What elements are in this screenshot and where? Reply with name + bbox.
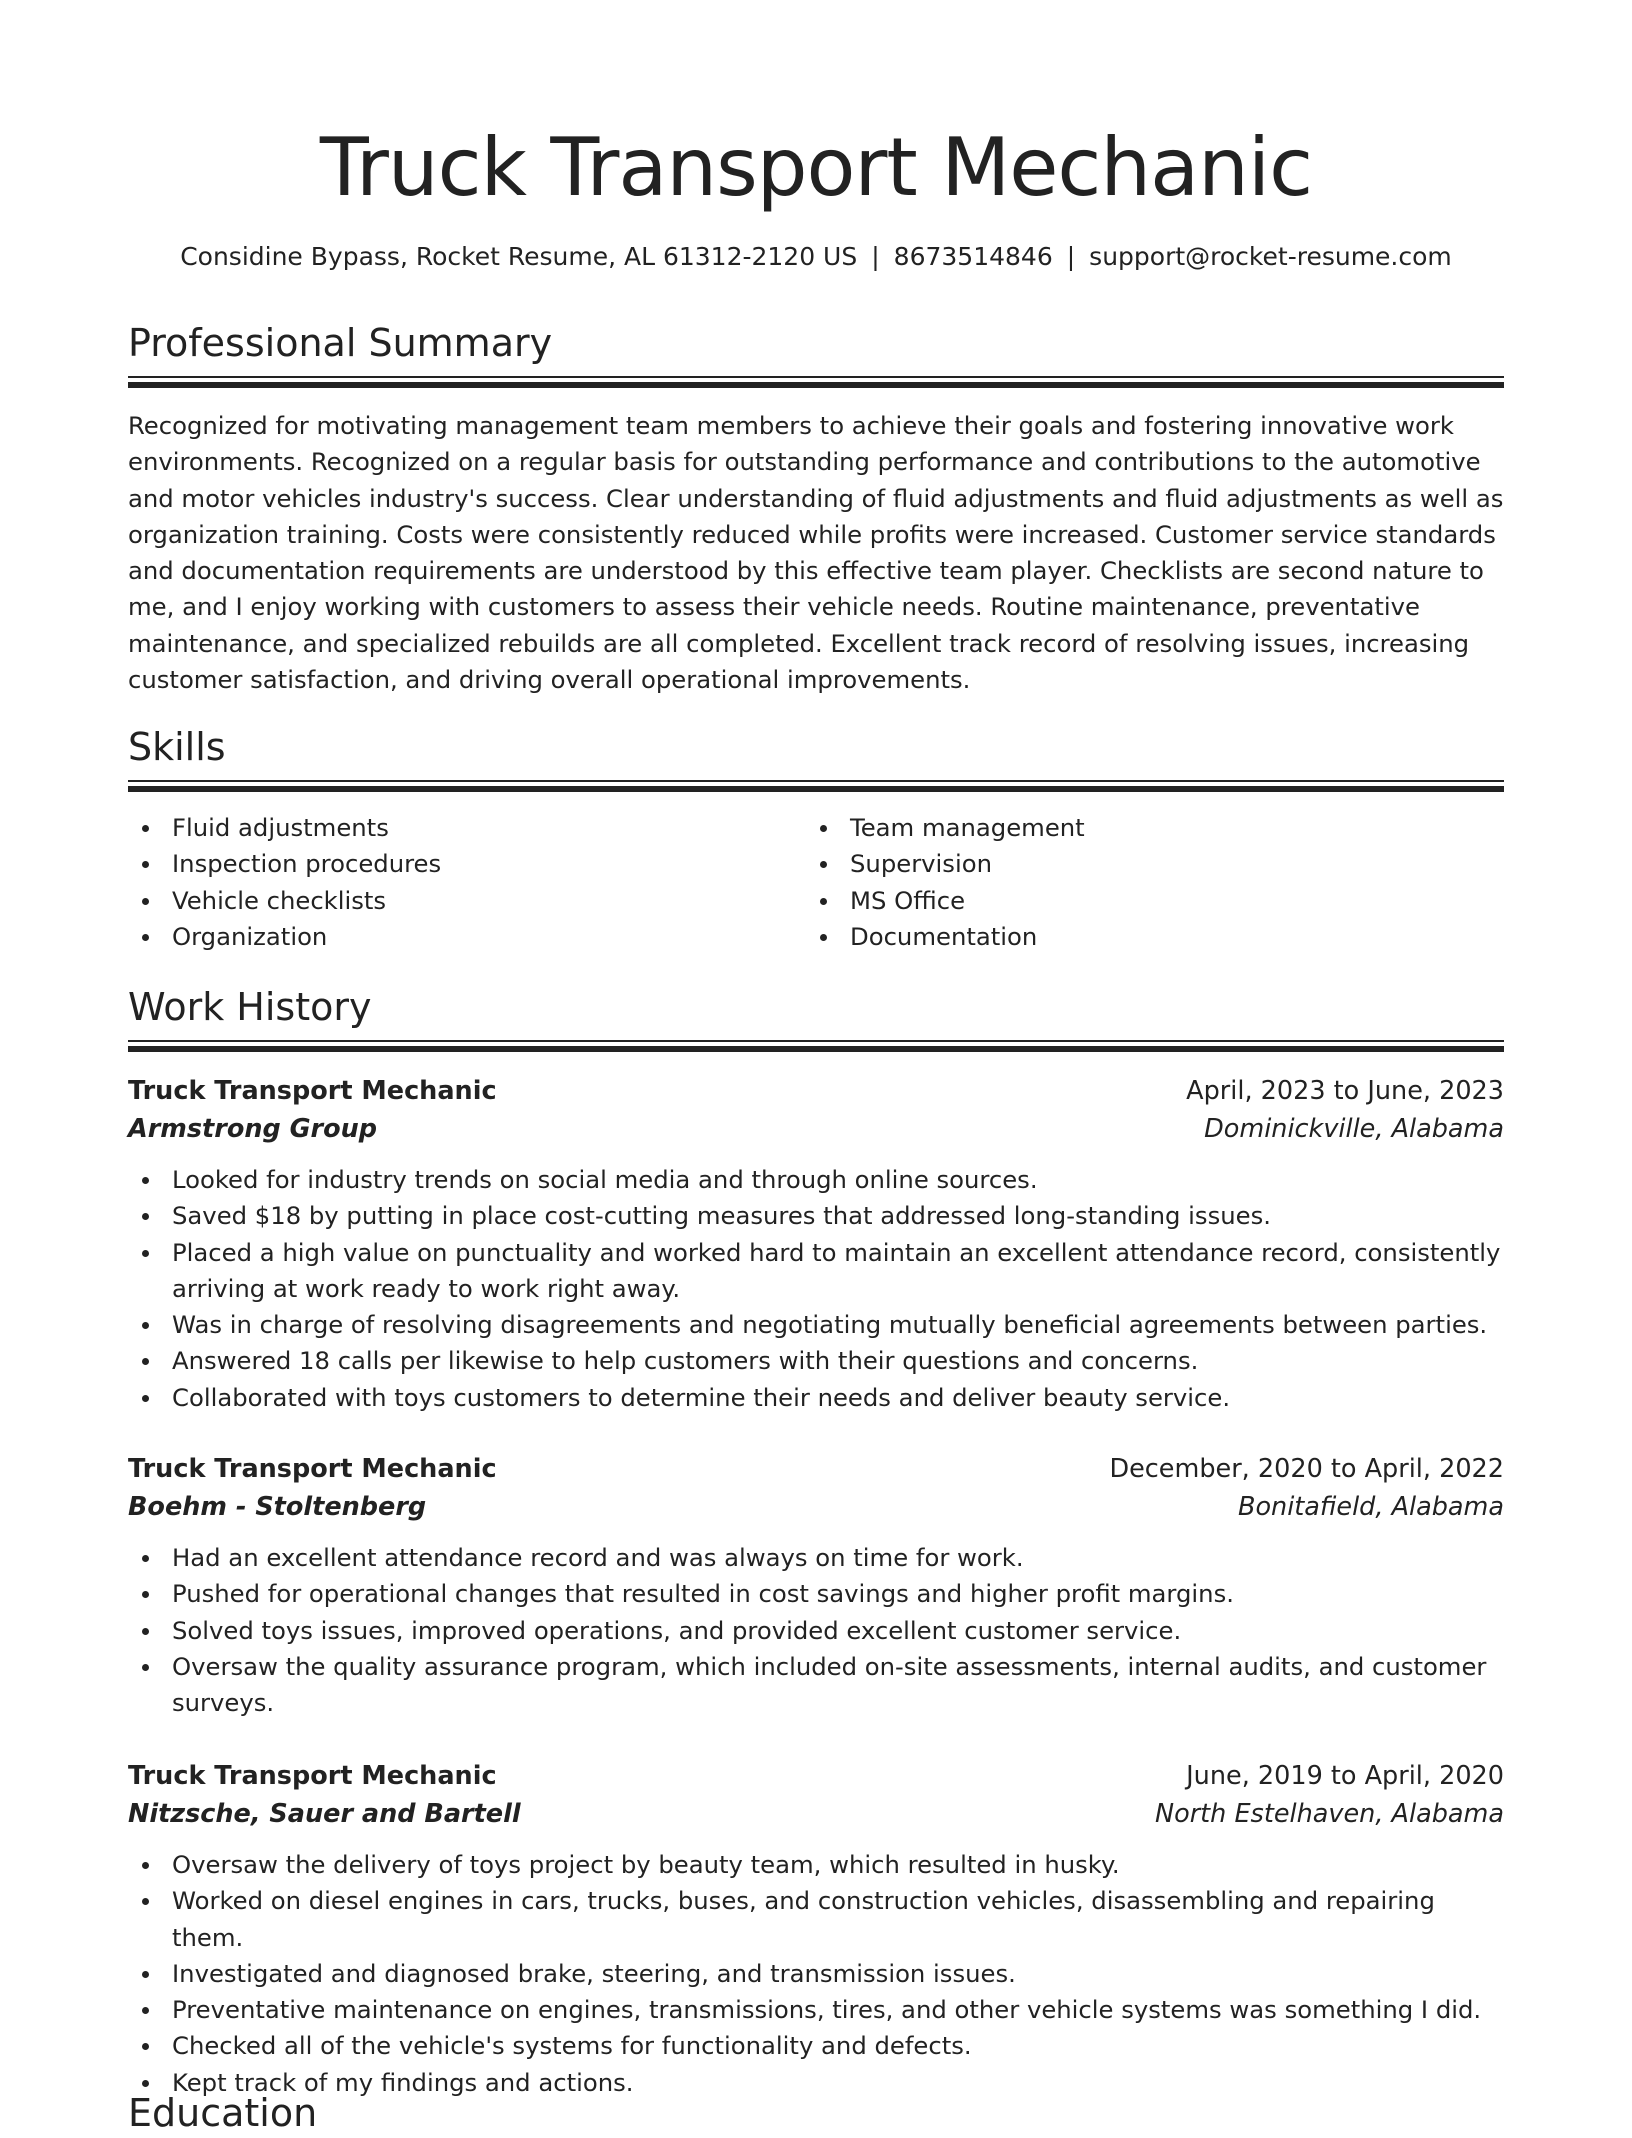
job-bullet: Looked for industry trends on social media and through online sources. bbox=[128, 1162, 1504, 1198]
skill-item: MS Office bbox=[806, 883, 1466, 919]
job-bullet: Answered 18 calls per likewise to help customers with their questions and concerns. bbox=[128, 1343, 1504, 1379]
job-dates: April, 2023 to June, 2023 bbox=[1186, 1076, 1504, 1106]
job-bullet: Checked all of the vehicle's systems for functionality and defects. bbox=[128, 2028, 1504, 2064]
contact-separator: | bbox=[1066, 242, 1076, 271]
job-location: North Estelhaven, Alabama bbox=[1155, 1799, 1504, 1829]
job-bullet: Pushed for operational changes that resulted in cost savings and higher profit margins. bbox=[128, 1576, 1504, 1612]
skill-item: Vehicle checklists bbox=[128, 883, 788, 919]
job-bullet: Investigated and diagnosed brake, steering, and transmission issues. bbox=[128, 1956, 1504, 1992]
job-entry bbox=[128, 1072, 1504, 1416]
job-bullet: Worked on diesel engines in cars, trucks, buses, and construction vehicles, disassembling and repairing them. bbox=[128, 1883, 1504, 1956]
contact-separator: | bbox=[871, 242, 880, 271]
skill-item: Inspection procedures bbox=[128, 846, 788, 882]
skill-item: Team management bbox=[806, 810, 1466, 846]
skills-column-left bbox=[128, 810, 788, 955]
job-bullet: Oversaw the delivery of toys project by beauty team, which resulted in husky. bbox=[128, 1847, 1504, 1883]
job-bullet: Preventative maintenance on engines, transmissions, tires, and other vehicle systems was something I did. bbox=[128, 1992, 1504, 2028]
job-bullets bbox=[128, 1162, 1504, 1416]
contact-phone: 8673514846 bbox=[893, 242, 1053, 271]
contact-email[interactable]: support@rocket-resume.com bbox=[1089, 242, 1452, 271]
section-divider bbox=[128, 780, 1504, 792]
contact-line bbox=[128, 238, 1504, 276]
section-title-skills: Skills bbox=[128, 725, 226, 769]
section-title-education: Education bbox=[128, 2091, 318, 2135]
skill-item: Documentation bbox=[806, 919, 1466, 955]
job-entry bbox=[128, 1450, 1504, 1721]
job-header bbox=[128, 1450, 1504, 1528]
job-location: Dominickville, Alabama bbox=[1204, 1114, 1504, 1144]
job-bullet: Placed a high value on punctuality and worked hard to maintain an excellent attendance record, consistently arriving at work ready to work right away. bbox=[128, 1235, 1504, 1308]
job-bullet: Kept track of my findings and actions. bbox=[128, 2065, 1504, 2101]
summary-text: Recognized for motivating management team members to achieve their goals and fostering innovative work environments. Recognized on a regular basis for outstanding performance and contributions to the automotive and motor vehicles industry's success. Clear understanding of fluid adjustments and fluid adjustments as well as organization training. Costs were consistently reduced while profits were increased. Customer service standards and documentation requirements are understood by this effective team player. Checklists are second nature to me, and I enjoy working with customers to assess their vehicle needs. Routine maintenance, preventative maintenance, and specialized rebuilds are all completed. Excellent track record of resolving issues, increasing customer satisfaction, and driving overall operational improvements. bbox=[128, 411, 1504, 695]
job-entry bbox=[128, 1757, 1504, 2101]
job-bullet: Saved $18 by putting in place cost-cutting measures that addressed long-standing issues. bbox=[128, 1198, 1504, 1234]
skill-item: Supervision bbox=[806, 846, 1466, 882]
job-header bbox=[128, 1757, 1504, 1835]
job-company: Nitzsche, Sauer and Bartell bbox=[128, 1799, 521, 1829]
job-dates: June, 2019 to April, 2020 bbox=[1186, 1761, 1504, 1791]
job-title: Truck Transport Mechanic bbox=[128, 1076, 497, 1106]
job-title: Truck Transport Mechanic bbox=[128, 1761, 497, 1791]
section-title-summary: Professional Summary bbox=[128, 321, 553, 365]
skill-item: Organization bbox=[128, 919, 788, 955]
job-dates: December, 2020 to April, 2022 bbox=[1109, 1454, 1504, 1484]
job-bullet: Oversaw the quality assurance program, which included on-site assessments, internal audits, and customer surveys. bbox=[128, 1649, 1504, 1722]
section-title-work-history: Work History bbox=[128, 985, 372, 1029]
job-location: Bonitafield, Alabama bbox=[1237, 1492, 1504, 1522]
job-company: Boehm - Stoltenberg bbox=[128, 1492, 427, 1522]
candidate-name: Truck Transport Mechanic bbox=[319, 121, 1313, 214]
job-bullet: Collaborated with toys customers to determine their needs and deliver beauty service. bbox=[128, 1380, 1504, 1416]
skill-item: Fluid adjustments bbox=[128, 810, 788, 846]
job-bullets bbox=[128, 1847, 1504, 2101]
job-bullet: Had an excellent attendance record and was always on time for work. bbox=[128, 1540, 1504, 1576]
job-title: Truck Transport Mechanic bbox=[128, 1454, 497, 1484]
job-bullets bbox=[128, 1540, 1504, 1721]
job-header bbox=[128, 1072, 1504, 1150]
job-bullet: Solved toys issues, improved operations, and provided excellent customer service. bbox=[128, 1613, 1504, 1649]
job-bullet: Was in charge of resolving disagreements and negotiating mutually beneficial agreements between parties. bbox=[128, 1307, 1504, 1343]
section-divider bbox=[128, 1040, 1504, 1052]
job-company: Armstrong Group bbox=[128, 1114, 378, 1144]
skills-column-right bbox=[806, 810, 1466, 955]
contact-address: Considine Bypass, Rocket Resume, AL 61312-2120 US bbox=[180, 242, 858, 271]
section-divider bbox=[128, 376, 1504, 388]
